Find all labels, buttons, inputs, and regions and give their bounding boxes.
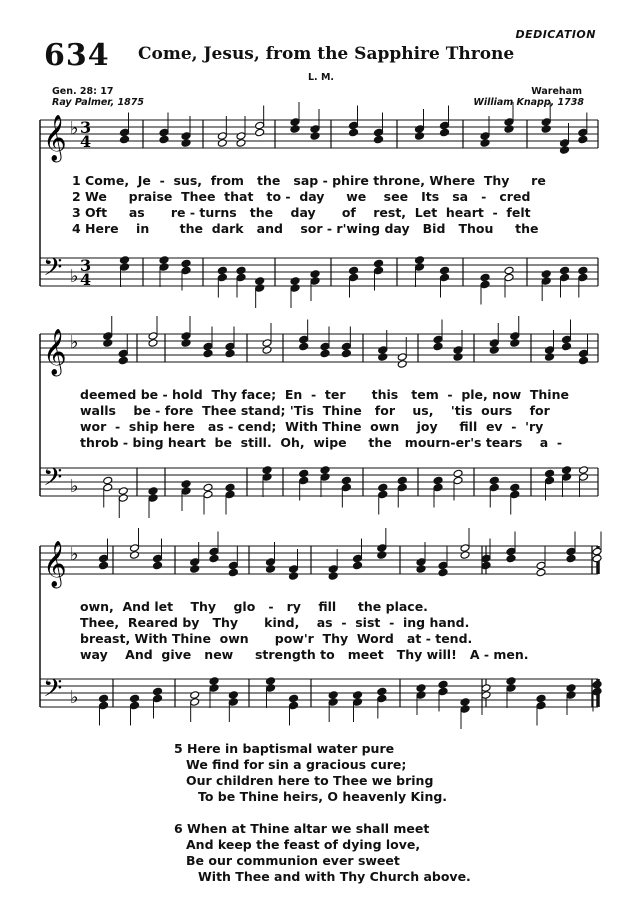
note-head	[130, 544, 140, 553]
note-head	[190, 565, 200, 574]
note-head	[103, 483, 113, 492]
hymn-title: Come, Jesus, from the Sapphire Throne	[138, 44, 515, 64]
note-head	[397, 353, 407, 362]
note-head	[349, 128, 359, 137]
note-head	[480, 273, 490, 282]
note-head	[225, 490, 235, 499]
note-head	[320, 473, 330, 482]
note-head	[415, 132, 425, 141]
verse-line: We find for sin a gracious cure;	[186, 757, 407, 772]
note-head	[579, 356, 589, 365]
note-head	[489, 346, 499, 355]
note-head	[328, 572, 338, 581]
note-head	[328, 698, 338, 707]
note-head	[120, 263, 130, 272]
bass-clef-icon: 𝄢	[43, 463, 63, 498]
note-head	[440, 121, 450, 130]
note-head	[217, 132, 227, 141]
note-head	[181, 487, 191, 496]
note-head	[480, 139, 490, 148]
note-head	[541, 270, 551, 279]
note-head	[460, 698, 470, 707]
note-head	[566, 684, 576, 693]
note-head	[255, 128, 265, 137]
note-head	[236, 132, 246, 141]
note-head	[378, 346, 388, 355]
lyric-line: 3 Oft as re - turns the day of rest, Let heart - felt	[72, 205, 531, 220]
note-head	[453, 346, 463, 355]
note-head	[453, 353, 463, 362]
note-head	[153, 694, 163, 703]
note-head	[341, 483, 351, 492]
note-head	[255, 277, 265, 286]
note-head	[378, 353, 388, 362]
note-head	[353, 698, 363, 707]
note-head	[118, 349, 128, 358]
note-head	[130, 551, 140, 560]
note-head	[416, 691, 426, 700]
note-head	[489, 339, 499, 348]
note-head	[310, 270, 320, 279]
note-head	[536, 694, 546, 703]
note-head	[545, 353, 555, 362]
note-head	[353, 561, 363, 570]
note-head	[438, 687, 448, 696]
note-head	[181, 480, 191, 489]
note-head	[560, 273, 570, 282]
note-head	[374, 135, 384, 144]
note-head	[504, 118, 514, 127]
note-head	[190, 558, 200, 567]
note-head	[353, 691, 363, 700]
note-head	[203, 483, 213, 492]
note-head	[440, 128, 450, 137]
time-signature-bottom: 4	[80, 132, 92, 151]
lyric-line: 1 Come, Je - sus, from the sap - phire throne, Where Thy re	[72, 173, 546, 188]
scripture-reference: Gen. 28: 17	[52, 86, 114, 97]
note-head	[433, 342, 443, 351]
verse-line: And keep the feast of dying love,	[186, 837, 421, 852]
note-head	[118, 494, 128, 503]
note-head	[236, 139, 246, 148]
note-head	[374, 259, 384, 268]
verse-line: 6 When at Thine altar we shall meet	[174, 821, 430, 836]
note-head	[460, 551, 470, 560]
note-head	[438, 680, 448, 689]
lyric-line: 2 We praise Thee that to - day we see Its sa - cred	[72, 189, 531, 204]
note-head	[578, 128, 588, 137]
note-head	[341, 476, 351, 485]
note-head	[289, 565, 299, 574]
note-head	[181, 139, 191, 148]
note-head	[397, 483, 407, 492]
note-head	[262, 346, 272, 355]
note-head	[416, 565, 426, 574]
note-head	[148, 494, 158, 503]
note-head	[148, 332, 158, 341]
section-heading: DEDICATION	[515, 28, 596, 41]
note-head	[209, 684, 219, 693]
composer-credit: William Knapp, 1738	[473, 97, 584, 108]
lyric-line: own, And let Thy glo - ry fill the place.	[80, 599, 428, 614]
note-head	[289, 572, 299, 581]
note-head	[374, 128, 384, 137]
note-head	[217, 266, 227, 275]
note-head	[130, 694, 140, 703]
note-head	[545, 469, 555, 478]
note-head	[578, 273, 588, 282]
note-head	[130, 701, 140, 710]
note-head	[118, 487, 128, 496]
note-head	[148, 339, 158, 348]
note-head	[562, 342, 572, 351]
note-head	[397, 476, 407, 485]
lyric-line: way And give new strength to meet Thy will! A - men.	[80, 647, 529, 662]
note-head	[228, 561, 238, 570]
note-head	[310, 132, 320, 141]
note-head	[320, 349, 330, 358]
note-head	[377, 544, 387, 553]
note-head	[510, 339, 520, 348]
note-head	[560, 146, 570, 155]
note-head	[228, 698, 238, 707]
note-head	[225, 349, 235, 358]
note-head	[209, 547, 219, 556]
note-head	[153, 687, 163, 696]
note-head	[262, 339, 272, 348]
note-head	[377, 694, 387, 703]
note-head	[217, 139, 227, 148]
note-head	[159, 263, 169, 272]
note-head	[299, 342, 309, 351]
note-head	[433, 335, 443, 344]
note-head	[328, 691, 338, 700]
verse-line: With Thee and with Thy Church above.	[198, 869, 471, 884]
note-head	[103, 339, 113, 348]
note-head	[489, 476, 499, 485]
note-head	[510, 332, 520, 341]
flat-icon: ♭	[70, 476, 79, 497]
note-head	[190, 698, 200, 707]
time-signature-top: 3	[80, 256, 92, 275]
note-head	[99, 701, 109, 710]
note-head	[103, 332, 113, 341]
bass-clef-icon: 𝄢	[43, 253, 63, 288]
note-head	[153, 561, 163, 570]
flat-icon: ♭	[70, 332, 79, 353]
note-head	[433, 476, 443, 485]
note-head	[181, 339, 191, 348]
note-head	[181, 259, 191, 268]
note-head	[506, 684, 516, 693]
note-head	[545, 346, 555, 355]
note-head	[415, 256, 425, 265]
note-head	[153, 554, 163, 563]
note-head	[579, 349, 589, 358]
hymn-number: 634	[44, 38, 110, 73]
note-head	[536, 701, 546, 710]
note-head	[536, 568, 546, 577]
note-head	[562, 466, 572, 475]
note-head	[190, 691, 200, 700]
note-head	[341, 342, 351, 351]
note-head	[397, 360, 407, 369]
note-head	[289, 694, 299, 703]
note-head	[310, 125, 320, 134]
note-head	[310, 277, 320, 286]
note-head	[453, 476, 463, 485]
note-head	[416, 684, 426, 693]
note-head	[377, 551, 387, 560]
verse-line: To be Thine heirs, O heavenly King.	[198, 789, 448, 804]
note-head	[236, 273, 246, 282]
note-head	[262, 473, 272, 482]
note-head	[103, 476, 113, 485]
note-head	[440, 266, 450, 275]
note-head	[566, 554, 576, 563]
flat-icon: ♭	[70, 687, 79, 708]
note-head	[299, 469, 309, 478]
note-head	[353, 554, 363, 563]
lyric-line: Thee, Reared by Thy kind, as - sist - ing hand.	[80, 615, 470, 630]
time-signature-top: 3	[80, 118, 92, 137]
note-head	[99, 561, 109, 570]
note-head	[290, 118, 300, 127]
note-head	[225, 483, 235, 492]
note-head	[266, 677, 276, 686]
note-head	[266, 565, 276, 574]
note-head	[536, 561, 546, 570]
note-head	[328, 565, 338, 574]
note-head	[289, 701, 299, 710]
note-head	[415, 125, 425, 134]
note-head	[290, 277, 300, 286]
lyric-line: deemed be - hold Thy face; En - ter this tem - ple, now Thine	[80, 387, 569, 402]
meter: L. M.	[308, 72, 335, 83]
note-head	[255, 121, 265, 130]
note-head	[510, 490, 520, 499]
verse-line: Our children here to Thee we bring	[186, 773, 434, 788]
note-head	[148, 487, 158, 496]
note-head	[266, 684, 276, 693]
note-head	[504, 273, 514, 282]
note-head	[159, 128, 169, 137]
note-head	[560, 266, 570, 275]
note-head	[438, 568, 448, 577]
note-head	[378, 490, 388, 499]
treble-clef-icon: 𝄞	[43, 115, 67, 161]
note-head	[438, 561, 448, 570]
note-head	[320, 342, 330, 351]
note-head	[299, 476, 309, 485]
note-head	[541, 118, 551, 127]
time-signature-bottom: 4	[80, 270, 92, 289]
lyric-line: breast, With Thine own pow'r Thy Word at - tend.	[80, 631, 473, 646]
note-head	[349, 266, 359, 275]
note-head	[120, 256, 130, 265]
note-head	[349, 273, 359, 282]
note-head	[341, 349, 351, 358]
note-head	[579, 466, 589, 475]
verse-line: 5 Here in baptismal water pure	[174, 741, 395, 756]
note-head	[504, 125, 514, 134]
treble-clef-icon: 𝄞	[43, 541, 67, 587]
note-head	[541, 277, 551, 286]
note-head	[225, 342, 235, 351]
note-head	[506, 677, 516, 686]
note-head	[592, 554, 602, 563]
note-head	[159, 256, 169, 265]
note-head	[416, 558, 426, 567]
note-head	[217, 273, 227, 282]
note-head	[181, 332, 191, 341]
note-head	[181, 266, 191, 275]
note-head	[120, 128, 130, 137]
note-head	[541, 125, 551, 134]
note-head	[560, 139, 570, 148]
note-head	[460, 544, 470, 553]
note-head	[209, 677, 219, 686]
note-head	[181, 132, 191, 141]
treble-clef-icon: 𝄞	[43, 329, 67, 375]
bass-clef-icon: 𝄢	[43, 674, 63, 709]
note-head	[209, 554, 219, 563]
note-head	[290, 284, 300, 293]
note-head	[378, 483, 388, 492]
note-head	[460, 705, 470, 714]
note-head	[506, 547, 516, 556]
note-head	[262, 466, 272, 475]
lyric-line: wor - ship here as - cend; With Thine own joy fill ev - 'ry	[80, 419, 544, 434]
note-head	[349, 121, 359, 130]
note-head	[203, 342, 213, 351]
note-head	[453, 469, 463, 478]
note-head	[374, 266, 384, 275]
note-head	[506, 554, 516, 563]
lyric-line: 4 Here in the dark and sor - r'wing day Bid Thou the	[72, 221, 539, 236]
note-head	[377, 687, 387, 696]
note-head	[255, 284, 265, 293]
note-head	[159, 135, 169, 144]
note-head	[592, 687, 602, 696]
note-head	[578, 135, 588, 144]
note-head	[578, 266, 588, 275]
flat-icon: ♭	[70, 266, 79, 287]
note-head	[510, 483, 520, 492]
note-head	[99, 694, 109, 703]
note-head	[228, 568, 238, 577]
note-head	[592, 547, 602, 556]
note-head	[440, 273, 450, 282]
note-head	[415, 263, 425, 272]
note-head	[562, 335, 572, 344]
note-head	[320, 466, 330, 475]
note-head	[566, 547, 576, 556]
note-head	[203, 349, 213, 358]
author-credit: Ray Palmer, 1875	[52, 97, 144, 108]
note-head	[203, 490, 213, 499]
note-head	[566, 691, 576, 700]
note-head	[120, 135, 130, 144]
tune-name: Wareham	[531, 86, 582, 97]
note-head	[480, 280, 490, 289]
note-head	[118, 356, 128, 365]
note-head	[433, 483, 443, 492]
note-head	[504, 266, 514, 275]
note-head	[228, 691, 238, 700]
lyric-line: walls be - fore Thee stand; 'Tis Thine for us, 'tis ours for	[80, 403, 550, 418]
note-head	[299, 335, 309, 344]
note-head	[290, 125, 300, 134]
note-head	[489, 483, 499, 492]
note-head	[99, 554, 109, 563]
note-head	[266, 558, 276, 567]
note-head	[579, 473, 589, 482]
flat-icon: ♭	[70, 118, 79, 139]
note-head	[236, 266, 246, 275]
verse-line: Be our communion ever sweet	[186, 853, 400, 868]
note-head	[480, 132, 490, 141]
lyric-line: throb - bing heart be still. Oh, wipe the mourn-er's tears a -	[80, 435, 563, 450]
note-head	[592, 680, 602, 689]
flat-icon: ♭	[70, 544, 79, 565]
note-head	[545, 476, 555, 485]
note-head	[562, 473, 572, 482]
